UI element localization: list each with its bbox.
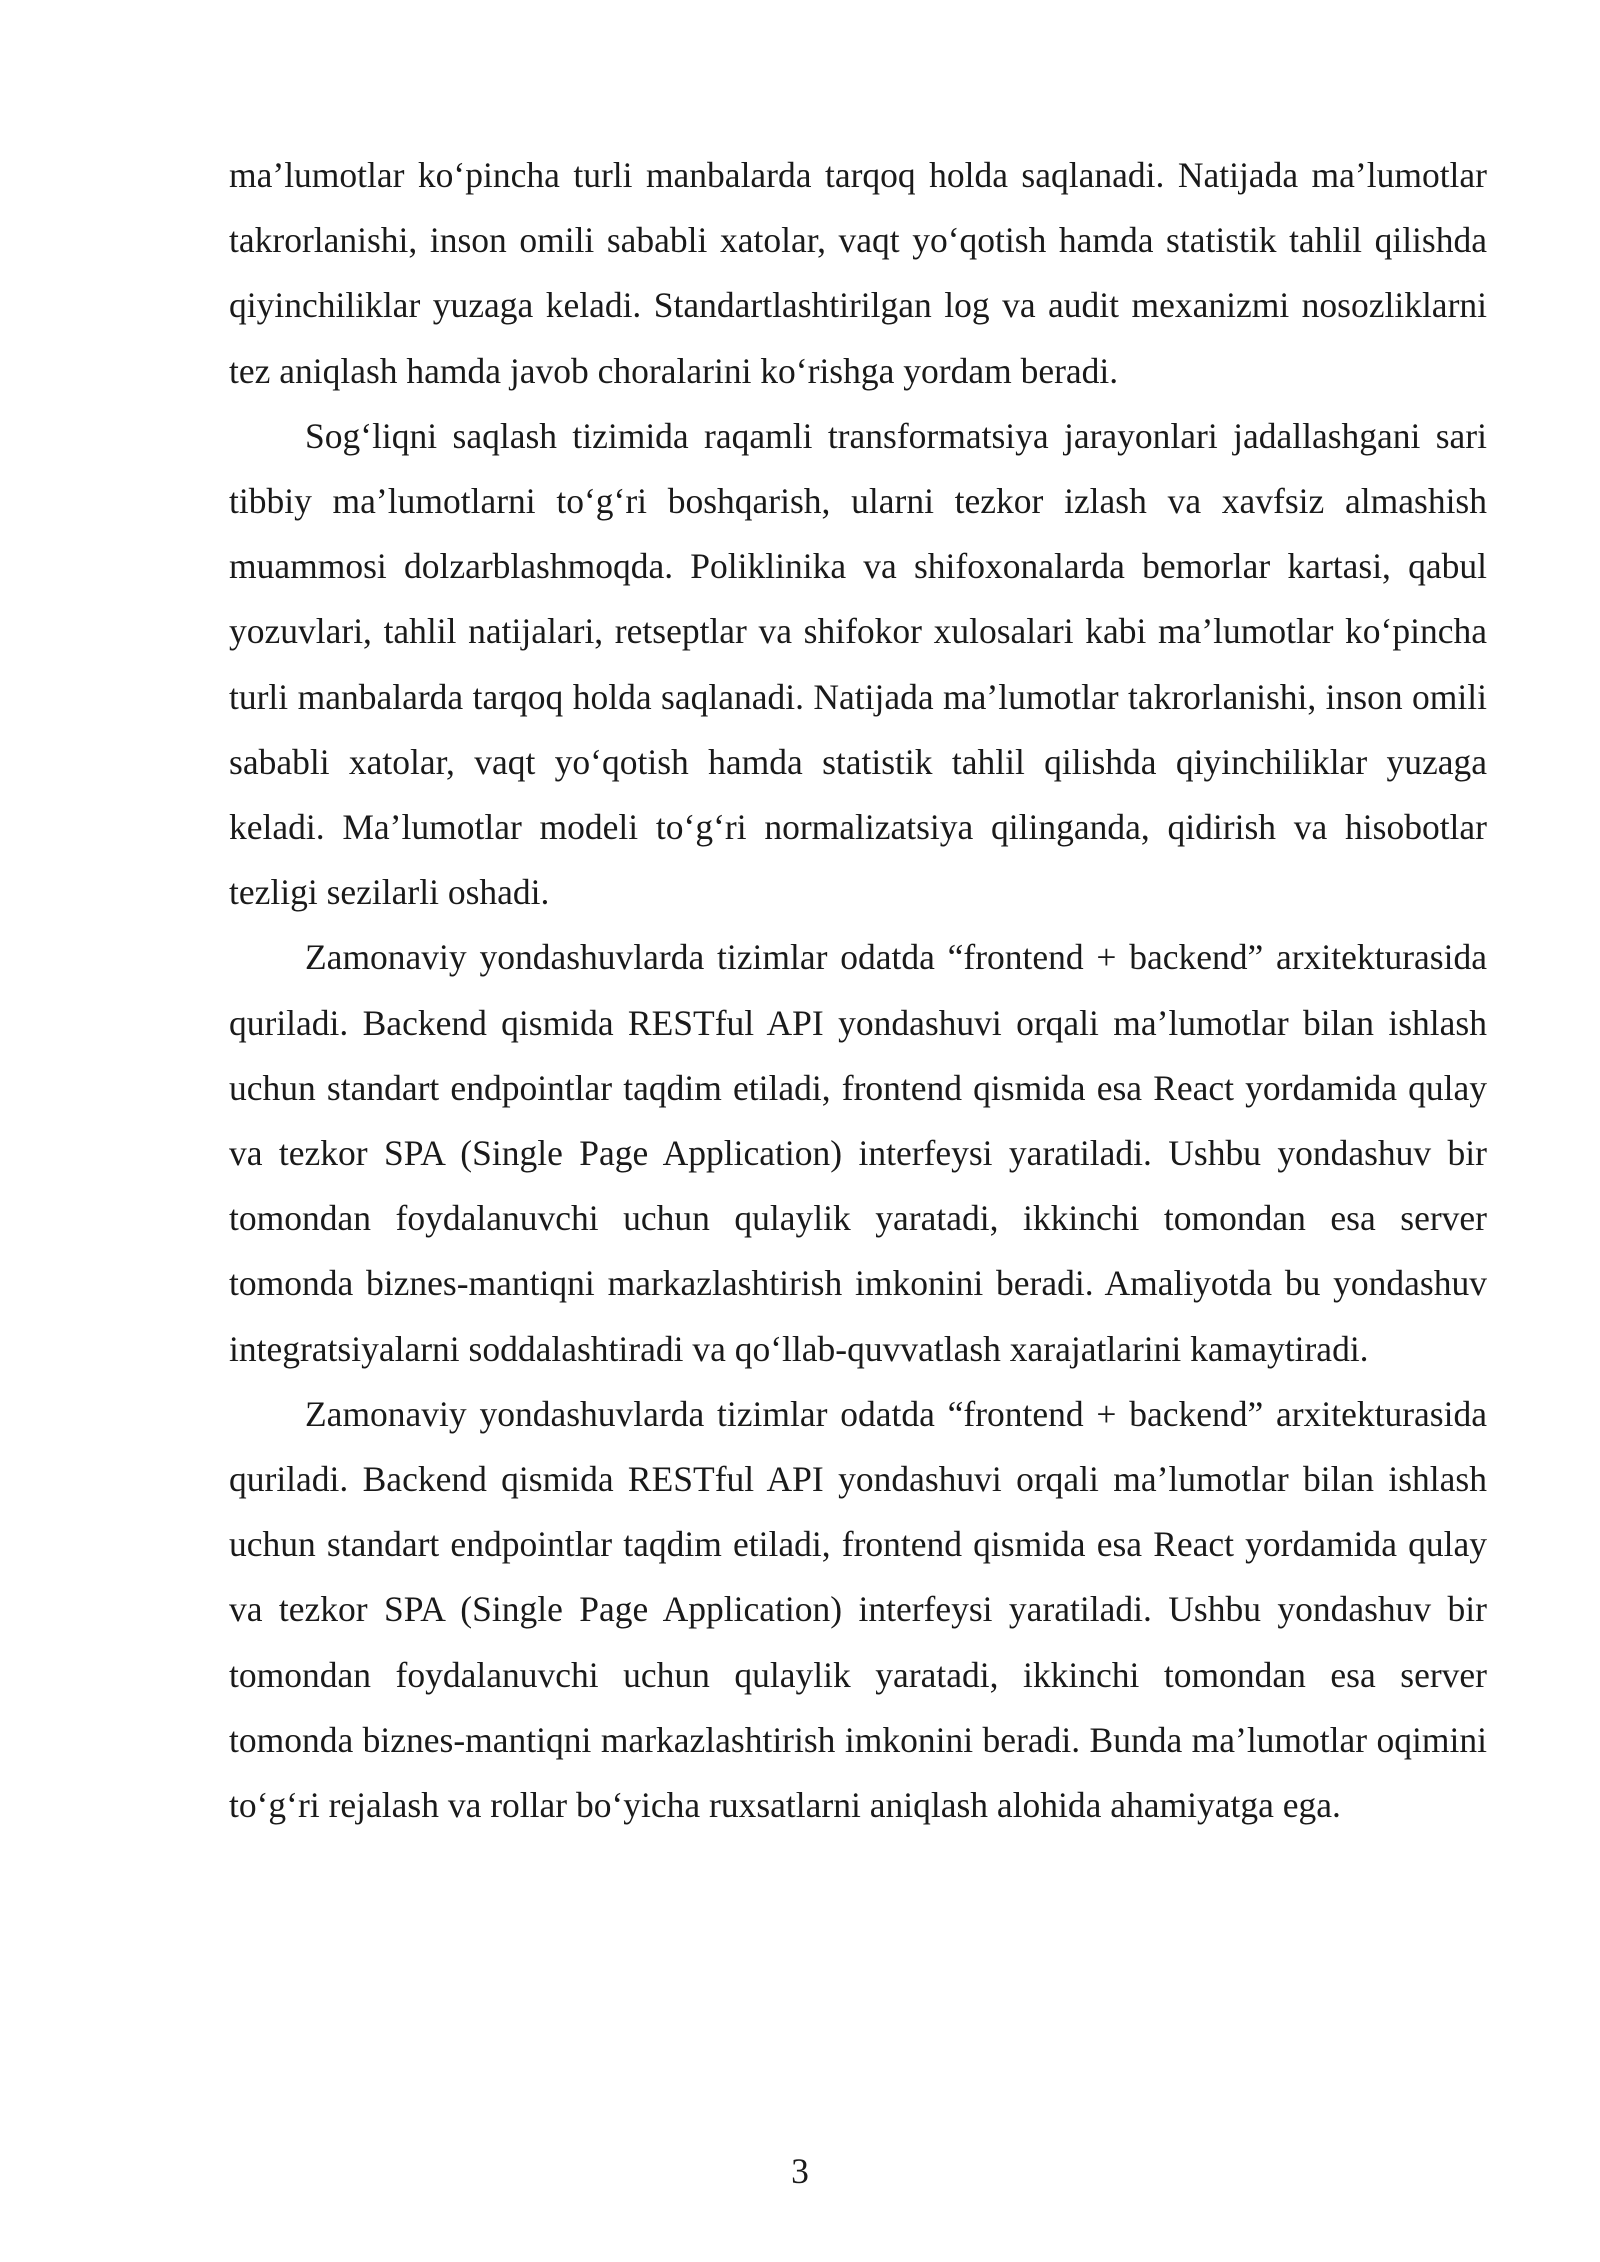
paragraph-3: Zamonaviy yondashuvlarda tizimlar odatda “frontend + backend” arxitekturasida quriladi. Backend qismida RESTful API yondashuvi orqali ma’lumotlar bilan ishlash uchun standart endpointlar taqdim etiladi, frontend qismida esa React yordamida qulay va tezkor SPA (Single Page Application) interfeysi yaratiladi. Ushbu yondashuv bir tomondan foydalanuvchi uchun qulaylik yaratadi, ikkinchi tomondan esa server tomonda biznes-mantiqni markazlashtirish imkonini beradi. Amaliyotda bu yondashuv integratsiyalarni soddalashtiradi va qo‘llab-quvvatlash xarajatlarini kamaytiradi. — [229, 937, 1487, 1369]
page-number: 3 — [791, 2151, 809, 2191]
paragraph-4: Zamonaviy yondashuvlarda tizimlar odatda “frontend + backend” arxitekturasida quriladi. Backend qismida RESTful API yondashuvi orqali ma’lumotlar bilan ishlash uchun standart endpointlar taqdim etiladi, frontend qismida esa React yordamida qulay va tezkor SPA (Single Page Application) interfeysi yaratiladi. Ushbu yondashuv bir tomondan foydalanuvchi uchun qulaylik yaratadi, ikkinchi tomondan esa server tomonda biznes-mantiqni markazlashtirish imkonini beradi. Bunda ma’lumotlar oqimini to‘g‘ri rejalash va rollar bo‘yicha ruxsatlarni aniqlash alohida ahamiyatga ega. — [229, 1393, 1487, 1826]
paragraph-2: Sog‘liqni saqlash tizimida raqamli transformatsiya jarayonlari jadallashgani sari tibbiy ma’lumotlarni to‘g‘ri boshqarish, ularni tezkor izlash va xavfsiz almashish muammosi dolzarblashmoqda. Poliklinika va shifoxonalarda bemorlar kartasi, qabul yozuvlari, tahlil natijalari, retseptlar va shifokor xulosalari kabi ma’lumotlar ko‘pincha turli manbalarda tarqoq holda saqlanadi. Natijada ma’lumotlar takrorlanishi, inson omili sababli xatolar, vaqt yo‘qotish hamda statistik tahlil qilishda qiyinchiliklar yuzaga keladi. Ma’lumotlar modeli to‘g‘ri normalizatsiya qilinganda, qidirish va hisobotlar tezligi sezilarli oshadi. — [229, 415, 1487, 913]
paragraph-1: ma’lumotlar ko‘pincha turli manbalarda tarqoq holda saqlanadi. Natijada ma’lumotlar takrorlanishi, inson omili sababli xatolar, vaqt yo‘qotish hamda statistik tahlil qilishda qiyinchiliklar yuzaga keladi. Standartlashtirilgan log va audit mexanizmi nosozliklarni tez aniqlash hamda javob choralarini ko‘rishga yordam beradi. — [229, 155, 1487, 391]
body-text — [229, 143, 1487, 1838]
